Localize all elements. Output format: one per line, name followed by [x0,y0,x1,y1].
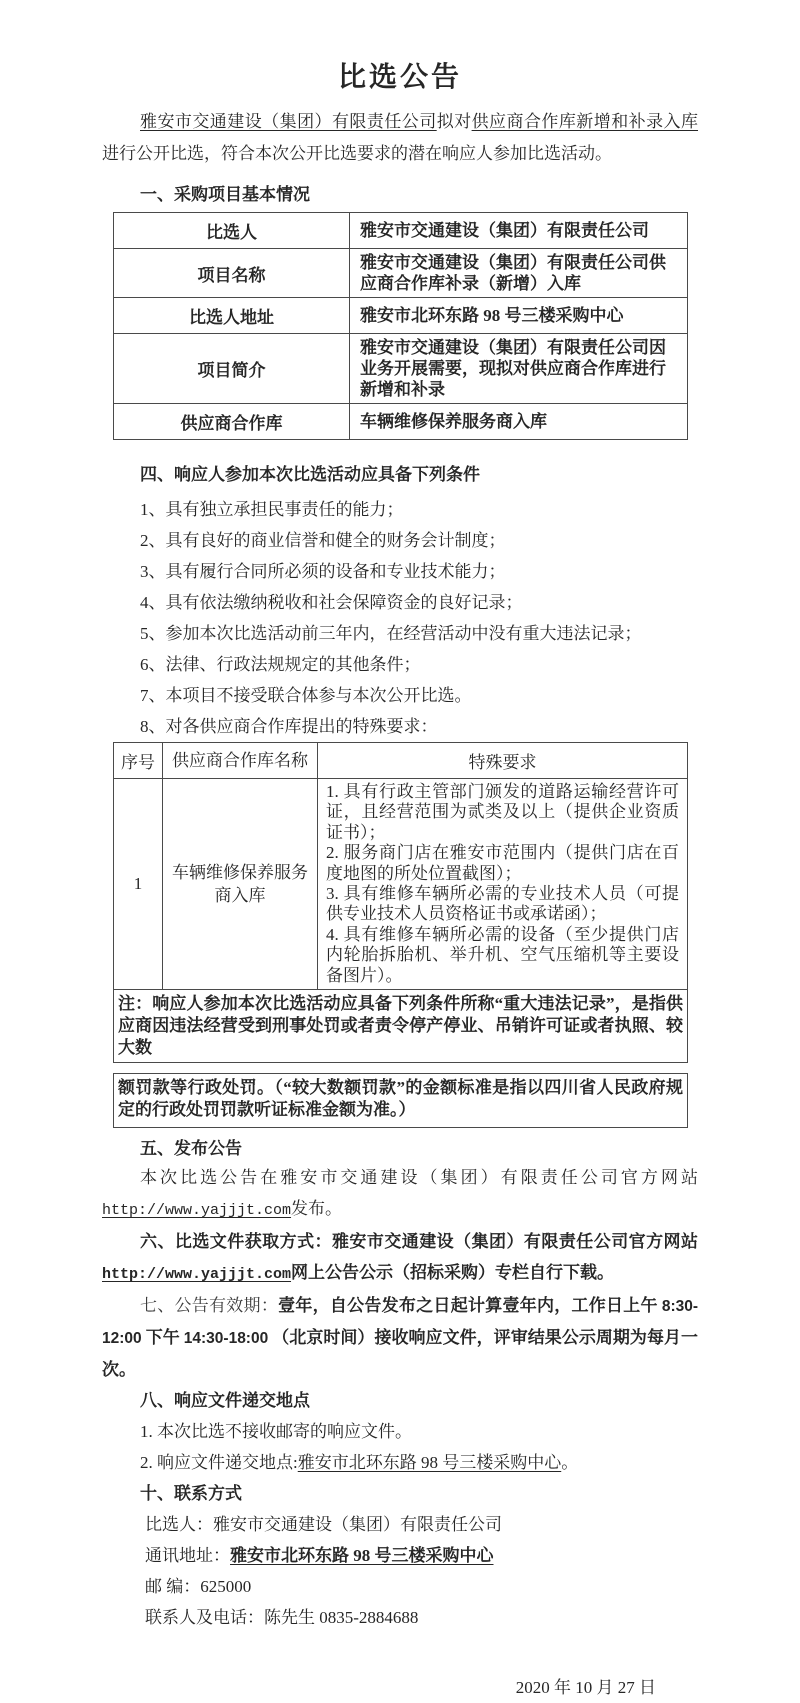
row-value: 雅安市北环东路 98 号三楼采购中心 [350,298,688,334]
table-row [114,404,688,440]
row-value: 雅安市交通建设（集团）有限责任公司供应商合作库补录（新增）入库 [350,249,688,298]
list-item: 8、对各供应商合作库提出的特殊要求： [140,717,438,736]
table-row [114,298,688,334]
column-header-name: 供应商合作库名称 [163,743,318,779]
note-text-part2: 额罚款等行政处罚。（“较大数额罚款”的金额标准是指以四川省人民政府规定的行政处罚罚款听证标准金额为准。） [113,1073,688,1128]
section8-heading: 八、响应文件递交地点 [140,1391,310,1411]
intro-company-underlined: 雅安市交通建设（集团）有限责任公司 [140,112,437,131]
row-value: 雅安市交通建设（集团）有限责任公司 [350,213,688,249]
contact-line-bixuanren [102,1509,698,1540]
section10-heading: 十、联系方式 [140,1484,242,1504]
section5-paragraph [102,1162,698,1226]
section8-item2 [102,1447,698,1478]
contact-person-value: 陈先生 0835-2884688 [264,1608,419,1628]
contact-line-address [102,1540,698,1571]
column-header-requirements: 特殊要求 [318,743,688,779]
website-url: http://www.yajjjt.com [102,1266,292,1284]
section6-text-tail: 网上公告公示（招标采购）专栏自行下载。 [291,1263,615,1283]
contact-person-label: 联系人及电话： [145,1608,264,1628]
website-url: http://www.yajjjt.com [102,1202,292,1220]
table-row [114,334,688,404]
condition-list [102,494,698,742]
list-item: 3、具有履行合同所必须的设备和专业技术能力； [140,562,506,581]
section5-text: 本次比选公告在雅安市交通建设（集团）有限责任公司官方网站 [140,1168,698,1188]
basic-info-table [113,212,688,440]
section7-validity-text: 壹年，自公告发布之日起计算壹年内，工作日上午 [278,1296,658,1316]
section7-lead: 七、公告有效期： [140,1296,279,1316]
table-row [114,779,688,990]
list-item: 2、具有良好的商业信誉和健全的财务会计制度； [140,531,506,550]
section6-paragraph [102,1226,698,1290]
column-header-no: 序号 [114,743,163,779]
row-label: 比选人 [114,213,350,249]
list-item: 7、本项目不接受联合体参与本次公开比选。 [140,686,472,705]
list-item: 4、具有依法缴纳税收和社会保障资金的良好记录； [140,593,523,612]
bixuanren-value: 雅安市交通建设（集团）有限责任公司 [213,1515,502,1535]
contact-section [102,1478,698,1633]
section7-tail-text: （北京时间）接收响应文件，评审结果公示周期为每月一次。 [102,1328,699,1380]
row-label: 比选人地址 [114,298,350,334]
row-no: 1 [114,779,163,990]
requirement-item: 3. 具有维修车辆所必需的专业技术人员（可提供专业技术人员资格证书或承诺函）； [326,884,679,924]
requirement-item: 1. 具有行政主管部门颁发的道路运输经营许可证，且经营范围为贰类及以上（提供企业资质证书）； [326,782,679,842]
requirement-item: 4. 具有维修车辆所必需的设备（至少提供门店内轮胎拆胎机、举升机、空气压缩机等主要设备图片）。 [326,924,679,985]
row-requirements [318,779,688,990]
bixuanren-label: 比选人： [145,1515,213,1535]
list-item: 1、具有独立承担民事责任的能力； [140,500,404,519]
table-row [114,249,688,298]
special-requirements-table [113,742,688,1063]
section8-item2-lead: 2. 响应文件递交地点: [140,1453,298,1473]
afternoon-hours: 14:30-18:00 [183,1330,269,1348]
intro-tail-text: 进行公开比选，符合本次公开比选要求的潜在响应人参加比选活动。 [102,144,612,163]
section6-text: 雅安市交通建设（集团）有限责任公司官方网站 [331,1232,699,1252]
address-label: 通讯地址： [145,1546,230,1566]
intro-paragraph [102,106,698,170]
page-title: 比选公告 [337,62,462,93]
row-value: 车辆维修保养服务商入库 [350,404,688,440]
note-text-part1: 注：响应人参加本次比选活动应具备下列条件所称“重大违法记录”，是指供应商因违法经营受到刑事处罚或者责令停产停业、吊销许可证或者执照、较大数 [114,990,688,1063]
section8-item1: 1. 本次比选不接收邮寄的响应文件。 [140,1422,412,1442]
section6-lead: 六、比选文件获取方式： [140,1232,332,1252]
morning-hours: 8:30-12:00 [102,1298,699,1348]
section5-heading: 五、发布公告 [140,1139,242,1159]
table-row [114,213,688,249]
section8-item2-tail: 。 [561,1453,579,1473]
row-name: 车辆维修保养服务商入库 [163,779,318,990]
list-item: 5、参加本次比选活动前三年内，在经营活动中没有重大违法记录； [140,624,642,643]
section1-heading: 一、采购项目基本情况 [140,185,310,204]
row-label: 项目简介 [114,334,350,404]
address-value-underlined: 雅安市北环东路 98 号三楼采购中心 [230,1546,494,1566]
intro-mid-text: 拟对 [436,112,472,131]
afternoon-label: 下午 [145,1328,180,1348]
table-note-row [114,990,688,1063]
list-item: 6、法律、行政法规规定的其他条件； [140,655,421,674]
section4-heading: 四、响应人参加本次比选活动应具备下列条件 [140,465,480,484]
section7-paragraph [102,1290,698,1385]
contact-line-phone [102,1602,698,1633]
document-date: 2020 年 10 月 27 日 [515,1678,656,1698]
table-header-row [114,743,688,779]
contact-line-zip [102,1571,698,1602]
row-label: 供应商合作库 [114,404,350,440]
delivery-address-underlined: 雅安市北环东路 98 号三楼采购中心 [297,1453,562,1473]
row-value: 雅安市交通建设（集团）有限责任公司因业务开展需要，现拟对供应商合作库进行新增和补录 [350,334,688,404]
requirement-item: 2. 服务商门店在雅安市范围内（提供门店在百度地图的所处位置截图）； [326,843,679,883]
zip-value: 625000 [200,1577,252,1597]
zip-label: 邮 编： [145,1577,201,1597]
intro-subject-underlined: 供应商合作库新增和补录入库 [471,112,699,131]
row-label: 项目名称 [114,249,350,298]
section5-text-tail: 发布。 [291,1199,343,1219]
